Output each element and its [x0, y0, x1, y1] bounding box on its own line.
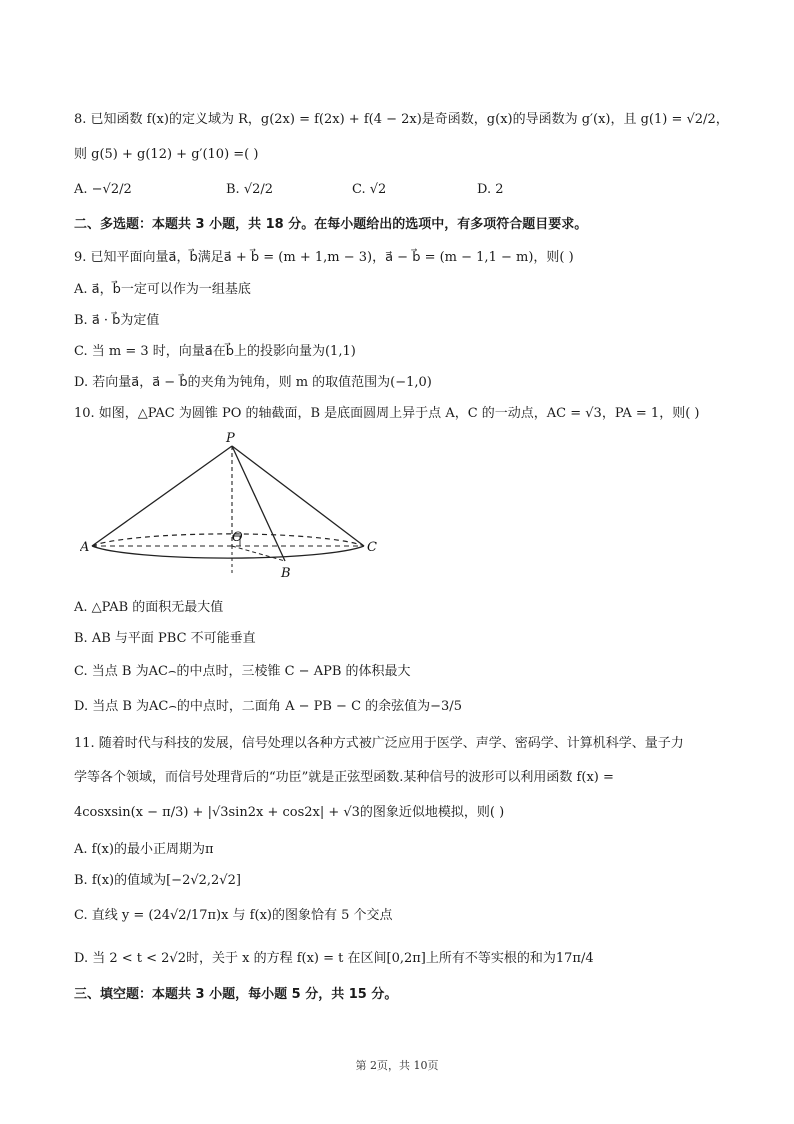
cone-figure	[80, 428, 390, 588]
cone-base-front	[92, 546, 364, 558]
q8-stem-continued: 则 g(5) + g(12) + g′(10) =( )	[74, 147, 259, 162]
q10-option-b: B. AB 与平面 PBC 不可能垂直	[74, 631, 256, 646]
q9-option-c: C. 当 m = 3 时，向量a⃗在b⃗上的投影向量为(1,1)	[74, 344, 356, 359]
edge-pa	[92, 446, 232, 546]
label-a: A	[80, 540, 90, 555]
q10-option-d: D. 当点 B 为AC⌢的中点时，二面角 A − PB − C 的余弦值为−3/5	[74, 699, 462, 714]
section-3-heading: 三、填空题：本题共 3 小题，每小题 5 分，共 15 分。	[74, 987, 398, 1002]
q8-option-b: B. √2/2	[226, 182, 274, 197]
cone-base-back	[92, 534, 364, 546]
q11-stem-line1: 11. 随着时代与科技的发展，信号处理以各种方式被广泛应用于医学、声学、密码学、计算机科学、量子力	[74, 736, 684, 751]
label-c: C	[367, 540, 377, 555]
q10-option-c: C. 当点 B 为AC⌢的中点时，三棱锥 C − APB 的体积最大	[74, 664, 411, 679]
label-b: B	[281, 566, 291, 581]
section-2-heading: 二、多选题：本题共 3 小题，共 18 分。在每小题给出的选项中，有多项符合题目要求。	[74, 217, 588, 232]
segment-ob	[232, 546, 285, 561]
q8-stem: 8. 已知函数 f(x)的定义域为 R，g(2x) = f(2x) + f(4 − 2x)是奇函数，g(x)的导函数为 g′(x)，且 g(1) = √2/2，	[74, 112, 729, 127]
page-footer: 第 2页，共 10页	[355, 1059, 439, 1072]
q9-option-a: A. a⃗，b⃗一定可以作为一组基底	[74, 282, 251, 297]
label-o: O	[232, 530, 243, 545]
q11-stem-line3: 4cosxsin(x − π/3) + |√3sin2x + cos2x| + √3的图象近似地模拟，则( )	[74, 805, 505, 820]
q10-option-a: A. △PAB 的面积无最大值	[74, 600, 224, 615]
q8-option-a: A. −√2/2	[74, 182, 132, 197]
q11-option-c: C. 直线 y = (24√2/17π)x 与 f(x)的图象恰有 5 个交点	[74, 908, 393, 923]
q9-stem: 9. 已知平面向量a⃗，b⃗满足a⃗ + b⃗ = (m + 1,m − 3)，a⃗ − b⃗ = (m − 1,1 − m)，则( )	[74, 250, 574, 265]
q11-stem-line2: 学等各个领域，而信号处理背后的“功臣”就是正弦型函数.某种信号的波形可以利用函数 f(x) =	[74, 770, 614, 785]
q9-option-b: B. a⃗ · b⃗为定值	[74, 313, 160, 328]
q9-option-d: D. 若向量a⃗，a⃗ − b⃗的夹角为钝角，则 m 的取值范围为(−1,0)	[74, 375, 432, 390]
label-p: P	[226, 431, 235, 446]
q8-option-c: C. √2	[352, 182, 387, 197]
q11-option-b: B. f(x)的值域为[−2√2,2√2]	[74, 873, 241, 888]
q8-option-d: D. 2	[477, 182, 504, 197]
q11-option-d: D. 当 2 < t < 2√2时，关于 x 的方程 f(x) = t 在区间[0,2π]上所有不等实根的和为17π/4	[74, 951, 594, 966]
q11-option-a: A. f(x)的最小正周期为π	[74, 842, 214, 857]
q10-stem: 10. 如图，△PAC 为圆锥 PO 的轴截面，B 是底面圆周上异于点 A，C 的一动点，AC = √3，PA = 1，则( )	[74, 406, 700, 421]
edge-pc	[232, 446, 364, 546]
